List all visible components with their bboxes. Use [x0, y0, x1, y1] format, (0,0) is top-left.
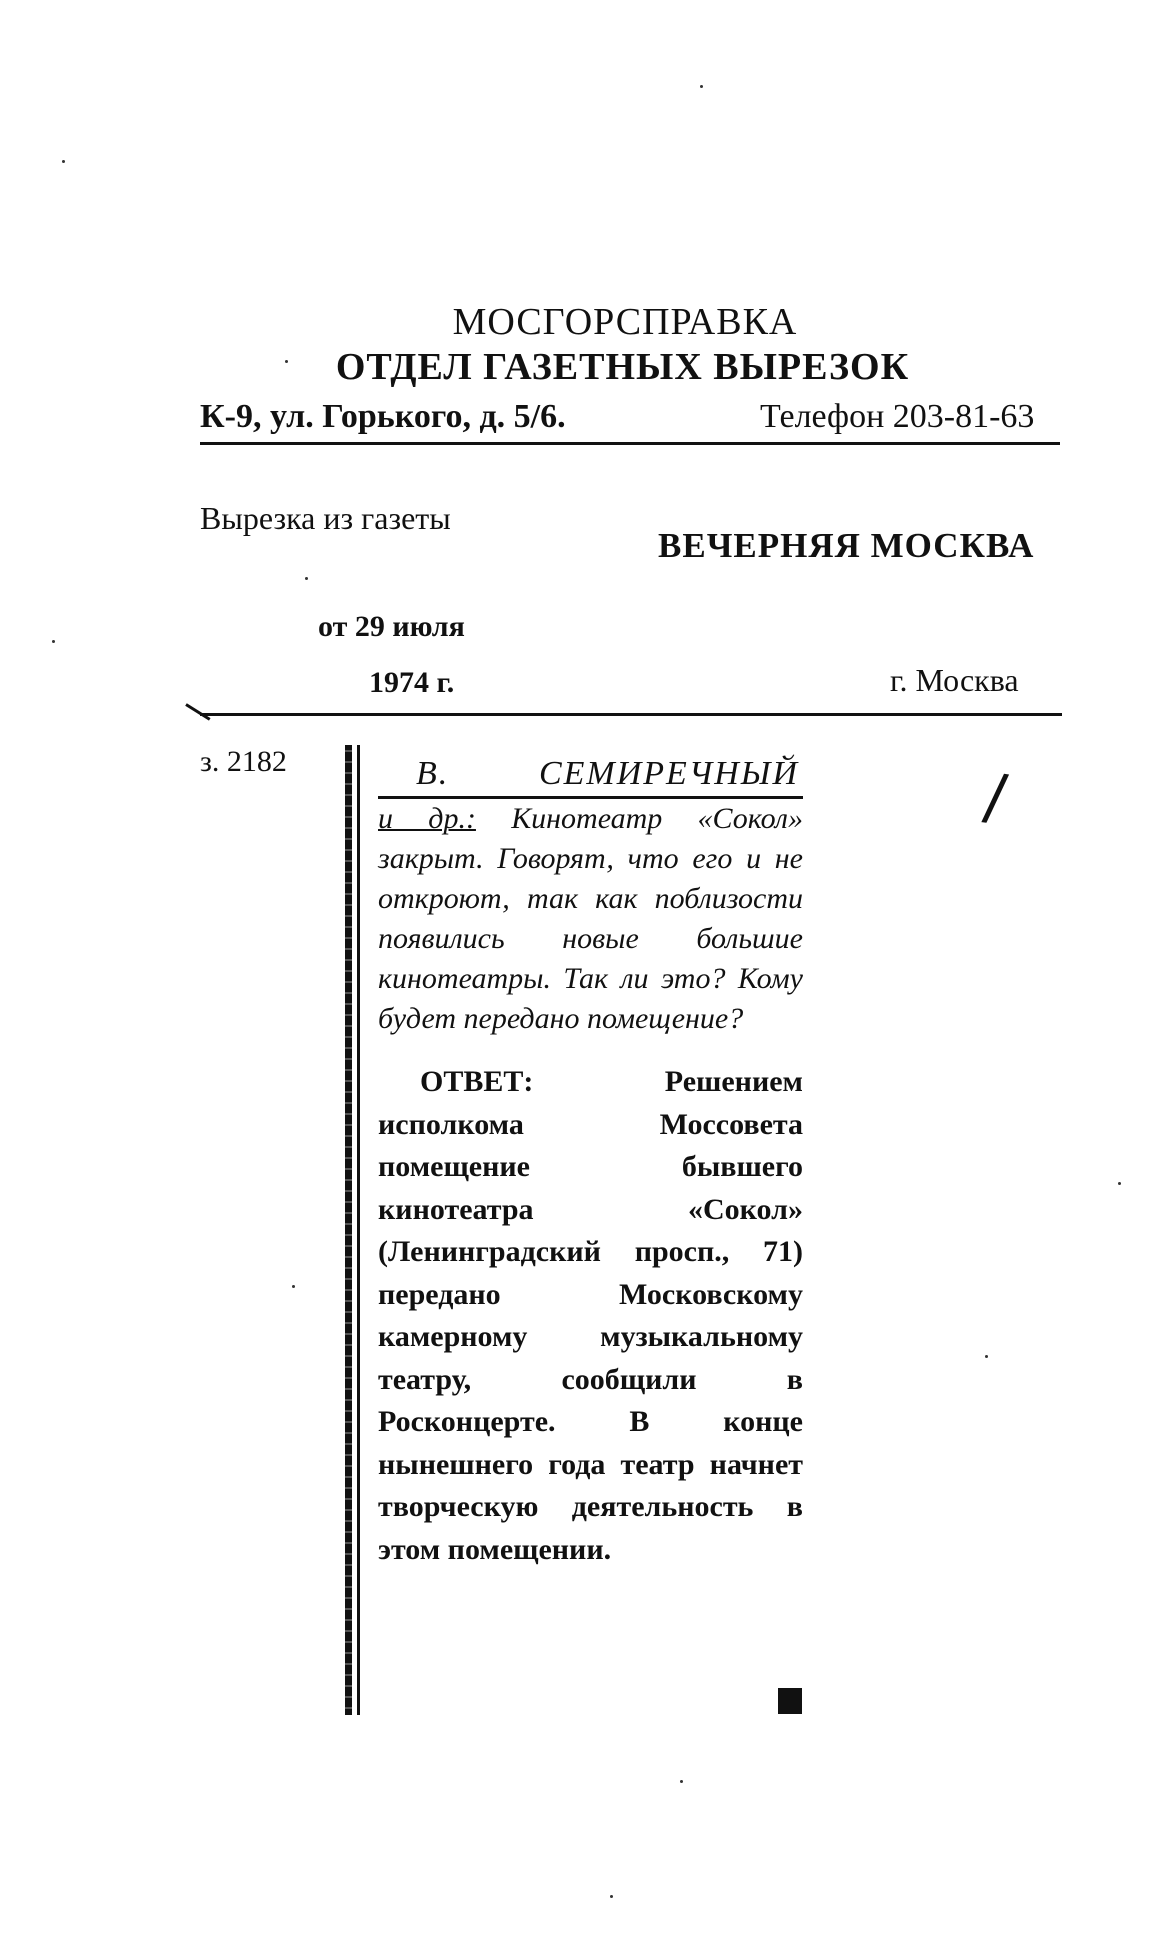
address-line: К-9, ул. Горького, д. 5/6. — [200, 398, 566, 435]
order-number: з. 2182 — [200, 745, 287, 778]
question-text: Кинотеатр «Сокол» закрыт. Говорят, что его и не откроют, так как поблизости появились новые большие кинотеатры. Так ли это? Кому будет передано помещение? — [378, 802, 803, 1035]
byline-name: СЕМИРЕЧНЫЙ — [538, 755, 799, 792]
scan-speck — [285, 360, 288, 363]
scan-speck — [680, 1780, 683, 1783]
scan-speck — [1118, 1182, 1121, 1185]
reader-question — [378, 799, 803, 1039]
publication-date: от 29 июля — [318, 610, 465, 643]
phone-line: Телефон 203-81-63 — [760, 398, 1035, 435]
header-divider — [200, 442, 1060, 445]
scan-speck — [610, 1895, 613, 1898]
scan-speck — [292, 1285, 295, 1288]
newspaper-clipping — [378, 752, 803, 1571]
question-lead: и др.: — [378, 802, 476, 835]
publication-city: г. Москва — [890, 662, 1019, 698]
scan-speck — [62, 160, 65, 163]
clipping-byline — [378, 752, 803, 799]
editorial-answer — [378, 1061, 803, 1571]
clipping-edge-line — [357, 745, 360, 1715]
divider-hook — [185, 703, 210, 720]
newspaper-name: ВЕЧЕРНЯЯ МОСКВА — [658, 526, 1035, 565]
agency-title: МОСГОРСПРАВКА — [452, 301, 798, 343]
scan-speck — [52, 640, 55, 643]
answer-text: Решением исполкома Моссовета помещение бывшего кинотеатра «Сокол» (Ленинградский просп., 71) передано Московскому камерному музыкальному театру, сообщили в Росконцерте. В конце нынешнего года театр начнет творческую деятельность в этом помещении. — [378, 1065, 803, 1566]
answer-label: ОТВЕТ: — [420, 1065, 534, 1098]
scan-speck — [985, 1355, 988, 1358]
department-title: ОТДЕЛ ГАЗЕТНЫХ ВЫРЕЗОК — [335, 346, 910, 388]
source-divider — [200, 713, 1062, 716]
scan-speck — [305, 577, 308, 580]
publication-year: 1974 г. — [369, 666, 455, 699]
clip-source-label: Вырезка из газеты — [200, 500, 451, 536]
end-of-article-mark — [778, 1688, 802, 1714]
pen-slash-mark: / — [980, 758, 1011, 835]
clipping-edge-bar — [345, 745, 352, 1715]
byline-initial: В. — [416, 755, 450, 792]
scan-speck — [700, 85, 703, 88]
